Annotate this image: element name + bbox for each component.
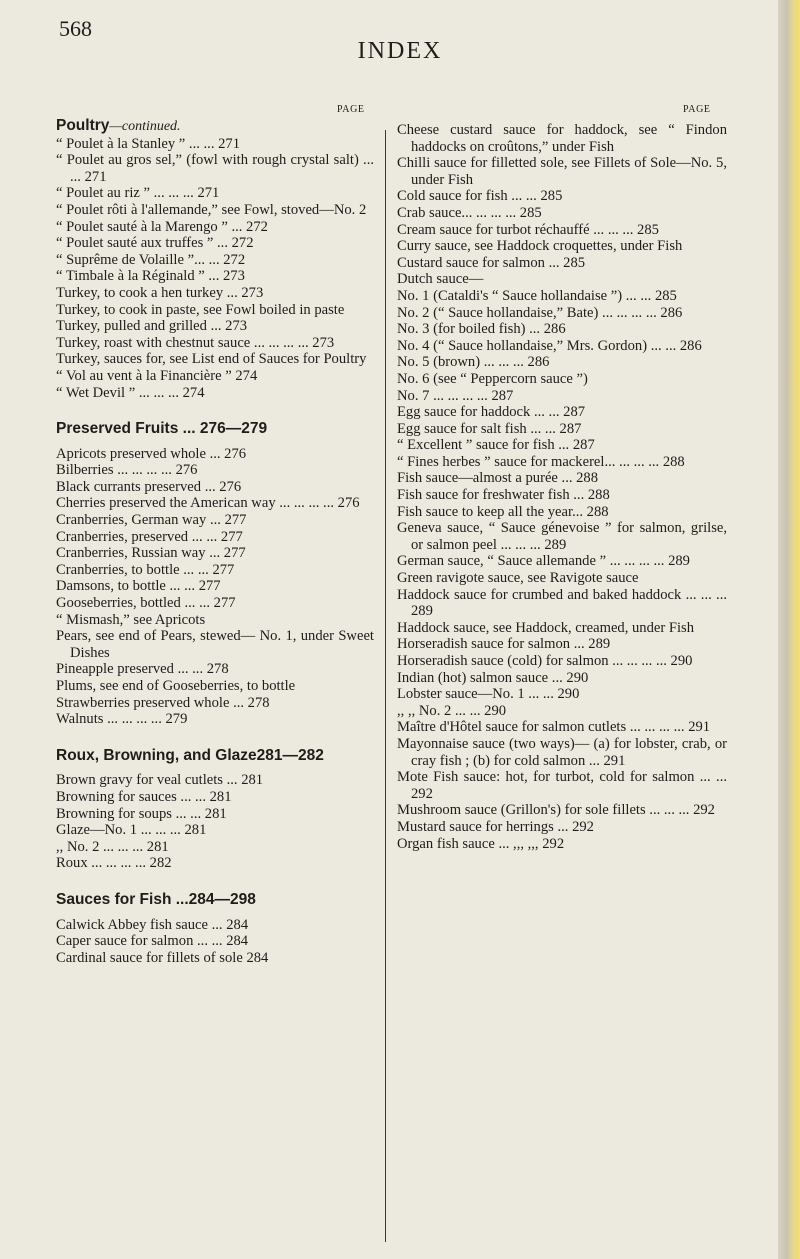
section-heading (56, 118, 374, 136)
index-entry: ,, No. 2 ... ... ... 281 (56, 838, 169, 855)
index-entry: Turkey, pulled and grilled ... 273 (56, 318, 248, 335)
index-entry: Egg sauce for haddock ... ... 287 (397, 404, 586, 421)
index-entry: Crab sauce... ... ... ... 285 (397, 204, 542, 221)
left-page-label: PAGE (337, 104, 365, 115)
index-entry: “ Suprême de Volaille ”... ... 272 (56, 251, 246, 268)
index-entry: Horseradish sauce (cold) for salmon ... ... ... ... 290 (397, 653, 693, 669)
index-entry: Geneva sauce, “ Sauce génevoise ” for salmon, grilse, or salmon peel ... ... ... 289 (397, 520, 727, 553)
index-entry: Calwick Abbey fish sauce ... 284 (56, 916, 249, 933)
index-entry: “ Fines herbes ” sauce for mackerel... ... ... ... 288 (397, 453, 685, 470)
section-page-range: ... 276—279 (178, 420, 268, 438)
index-entry: Cranberries, preserved ... ... 277 (56, 528, 243, 545)
index-entry: “ Excellent ” sauce for fish ... 287 (397, 437, 595, 454)
index-entry: Fish sauce to keep all the year... 288 (397, 503, 609, 520)
section-heading (56, 748, 374, 765)
index-entry: “ Poulet à la Stanley ” ... ... 271 (56, 135, 241, 152)
index-entry: Mayonnaise sauce (two ways)— (a) for lobster, crab, or cray fish ; (b) for cold salmon ... 291 (397, 735, 727, 769)
index-entry: Cream sauce for turbot réchauffé ... ... ... 285 (397, 221, 659, 238)
index-entry: Plums, see end of Gooseberries, to bottle (56, 678, 296, 694)
index-entry: Apricots preserved whole ... 276 (56, 445, 247, 462)
index-entry: Browning for soups ... ... 281 (56, 805, 227, 822)
index-entry: Cheese custard sauce for haddock, see “ Findon haddocks on croûtons,” under Fish (397, 122, 727, 155)
index-entry: No. 4 (“ Sauce hollandaise,” Mrs. Gordon) ... ... 286 (397, 337, 702, 354)
index-entry: No. 6 (see “ Peppercorn sauce ”) (397, 370, 588, 387)
index-entry: Damsons, to bottle ... ... 277 (56, 578, 221, 595)
right-page-label: PAGE (683, 104, 711, 115)
index-entry: Cranberries, to bottle ... ... 277 (56, 561, 235, 578)
section-continued-note: —continued. (109, 119, 181, 134)
index-entry: Indian (hot) salmon sauce ... 290 (397, 669, 589, 686)
index-entry: Gooseberries, bottled ... ... 277 (56, 595, 236, 612)
index-entry: Bilberries ... ... ... ... 276 (56, 462, 198, 479)
index-entry: Curry sauce, see Haddock croquettes, under Fish (397, 238, 683, 255)
right-column (397, 122, 727, 852)
index-entry: Turkey, sauces for, see List end of Sauces for Poultry (56, 351, 367, 368)
section-page-range: ...284—298 (171, 890, 256, 908)
index-entry: “ Poulet sauté aux truffes ” ... 272 (56, 235, 254, 252)
index-entry: Turkey, to cook a hen turkey ... 273 (56, 284, 264, 301)
index-entry: No. 1 (Cataldi's “ Sauce hollandaise ”) ... ... 285 (397, 287, 677, 304)
left-column (56, 118, 374, 966)
index-entry: Brown gravy for veal cutlets ... 281 (56, 772, 264, 789)
index-entry: Mustard sauce for herrings ... 292 (397, 818, 594, 835)
running-head: INDEX (357, 38, 443, 64)
index-entry: No. 5 (brown) ... ... ... 286 (397, 354, 550, 371)
index-entry: Mote Fish sauce: hot, for turbot, cold for salmon ... ... 292 (397, 769, 727, 802)
section-heading (56, 892, 374, 909)
index-entry: “ Poulet sauté à la Marengo ” ... 272 (56, 218, 268, 235)
index-entry: “ Poulet au gros sel,” (fowl with rough crystal salt) ... ... 271 (56, 152, 374, 185)
index-entry: Organ fish sauce ... ,,, ,,, 292 (397, 835, 565, 852)
index-entry: Maître d'Hôtel sauce for salmon cutlets ... ... ... ... 291 (397, 719, 711, 736)
index-entry: Cranberries, German way ... 277 (56, 512, 247, 529)
index-entry: Cardinal sauce for fillets of sole 284 (56, 949, 269, 966)
index-entry: Custard sauce for salmon ... 285 (397, 254, 586, 271)
index-entry: Haddock sauce, see Haddock, creamed, under Fish (397, 619, 695, 636)
index-entry: “ Wet Devil ” ... ... ... 274 (56, 384, 205, 401)
index-entry: Caper sauce for salmon ... ... 284 (56, 933, 249, 950)
index-entry: Fish sauce for freshwater fish ... 288 (397, 487, 610, 504)
index-entry: Egg sauce for salt fish ... ... 287 (397, 420, 582, 437)
index-entry: Fish sauce—almost a purée ... 288 (397, 470, 599, 487)
index-entry: “ Mismash,” see Apricots (56, 611, 206, 628)
index-entry: Haddock sauce for crumbed and baked haddock ... ... ... 289 (397, 586, 727, 620)
index-entry: Pineapple preserved ... ... 278 (56, 661, 229, 678)
index-entry: Walnuts ... ... ... ... 279 (56, 711, 188, 728)
index-entry: Pears, see end of Pears, stewed— No. 1, under Sweet Dishes (56, 628, 374, 661)
index-entry: Turkey, to cook in paste, see Fowl boiled in paste (56, 301, 345, 318)
index-entry: Horseradish sauce for salmon ... 289 (397, 636, 611, 653)
column-divider (385, 130, 386, 1242)
index-entry: “ Poulet au riz ” ... ... ... 271 (56, 185, 220, 202)
index-entry: No. 3 (for boiled fish) ... 286 (397, 321, 566, 338)
index-entry: Glaze—No. 1 ... ... ... 281 (56, 822, 207, 839)
index-entry: No. 7 ... ... ... ... 287 (397, 387, 514, 404)
index-entry: ,, ,, No. 2 ... ... 290 (397, 702, 507, 719)
index-entry: Chilli sauce for filletted sole, see Fillets of Sole—No. 5, under Fish (397, 155, 727, 188)
index-entry: Dutch sauce— (397, 271, 484, 288)
index-entry: Strawberries preserved whole ... 278 (56, 694, 270, 711)
section-title: Roux, Browning, and Glaze (56, 746, 257, 764)
section-title: Poultry (56, 117, 110, 134)
index-entry: German sauce, “ Sauce allemande ” ... ... ... ... 289 (397, 553, 690, 570)
section-title: Sauces for Fish (56, 890, 172, 908)
index-entry: Roux ... ... ... ... 282 (56, 855, 172, 872)
section-heading (56, 421, 374, 438)
index-entry: Mushroom sauce (Grillon's) for sole fillets ... ... ... 292 (397, 802, 715, 819)
index-entry: Cold sauce for fish ... ... 285 (397, 188, 563, 205)
index-entry: Cranberries, Russian way ... 277 (56, 545, 246, 562)
index-entry: No. 2 (“ Sauce hollandaise,” Bate) ... ... ... ... 286 (397, 304, 683, 321)
index-entry: “ Timbale à la Réginald ” ... 273 (56, 268, 245, 285)
index-entry: Turkey, roast with chestnut sauce ... ... ... ... 273 (56, 334, 335, 351)
index-entry: Browning for sauces ... ... 281 (56, 788, 232, 805)
section-title: Preserved Fruits (56, 420, 179, 438)
index-entry: “ Vol au vent à la Financière ” 274 (56, 367, 258, 384)
index-entry: Lobster sauce—No. 1 ... ... 290 (397, 686, 580, 703)
index-entry: Cherries preserved the American way ... ... ... ... 276 (56, 495, 360, 512)
page-number: 568 (59, 16, 92, 41)
index-entry: Green ravigote sauce, see Ravigote sauce (397, 570, 639, 587)
book-spine-edge (778, 0, 800, 1259)
index-entry: Black currants preserved ... 276 (56, 478, 242, 495)
section-page-range: 281—282 (256, 746, 324, 764)
index-entry: “ Poulet rôti à l'allemande,” see Fowl, stoved—No. 2 (56, 201, 367, 218)
